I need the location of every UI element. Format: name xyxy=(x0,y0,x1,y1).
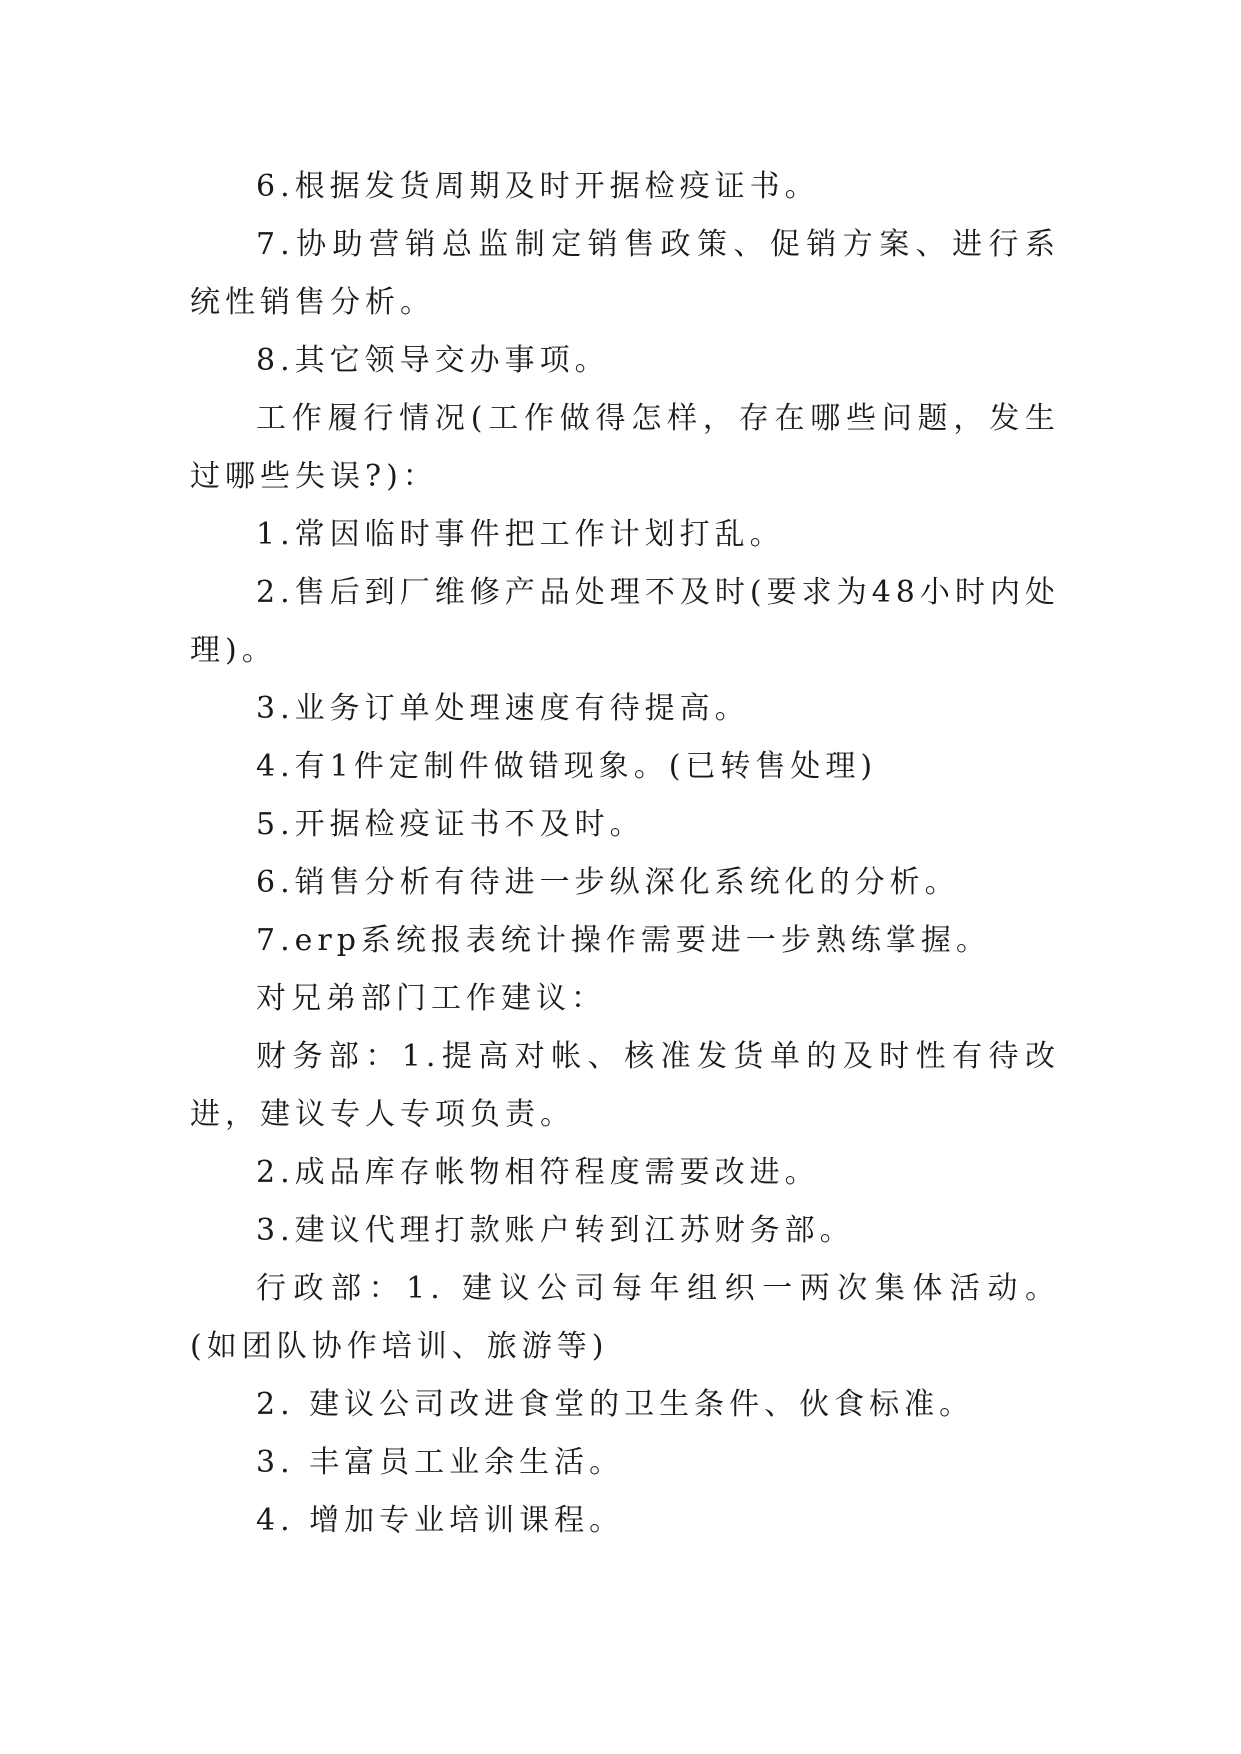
document-body xyxy=(190,158,1060,1550)
paragraph: 6.根据发货周期及时开据检疫证书。 xyxy=(256,169,820,204)
paragraph: 2. 建议公司改进食堂的卫生条件、伙食标准。 xyxy=(256,1387,975,1422)
paragraph: 2.售后到厂维修产品处理不及时(要求为48小时内处理)。 xyxy=(190,575,1060,668)
paragraph: 3.建议代理打款账户转到江苏财务部。 xyxy=(256,1213,855,1248)
paragraph: 7.协助营销总监制定销售政策、促销方案、进行系统性销售分析。 xyxy=(190,227,1060,320)
paragraph: 2.成品库存帐物相符程度需要改进。 xyxy=(256,1155,820,1190)
paragraph: 对兄弟部门工作建议： xyxy=(256,981,606,1016)
paragraph: 4.有1件定制件做错现象。(已转售处理) xyxy=(256,749,878,784)
paragraph: 5.开据检疫证书不及时。 xyxy=(256,807,645,842)
paragraph: 4. 增加专业培训课程。 xyxy=(256,1503,625,1538)
paragraph: 8.其它领导交办事项。 xyxy=(256,343,610,378)
paragraph: 7.erp系统报表统计操作需要进一步熟练掌握。 xyxy=(256,923,991,958)
paragraph: 6.销售分析有待进一步纵深化系统化的分析。 xyxy=(256,865,960,900)
paragraph: 3. 丰富员工业余生活。 xyxy=(256,1445,625,1480)
paragraph: 3.业务订单处理速度有待提高。 xyxy=(256,691,750,726)
paragraph: 财务部：1.提高对帐、核准发货单的及时性有待改进，建议专人专项负责。 xyxy=(190,1039,1060,1132)
paragraph: 工作履行情况(工作做得怎样，存在哪些问题，发生过哪些失误?)： xyxy=(190,401,1060,494)
paragraph: 1.常因临时事件把工作计划打乱。 xyxy=(256,517,785,552)
paragraph: 行政部：1. 建议公司每年组织一两次集体活动。(如团队协作培训、旅游等) xyxy=(190,1271,1060,1364)
